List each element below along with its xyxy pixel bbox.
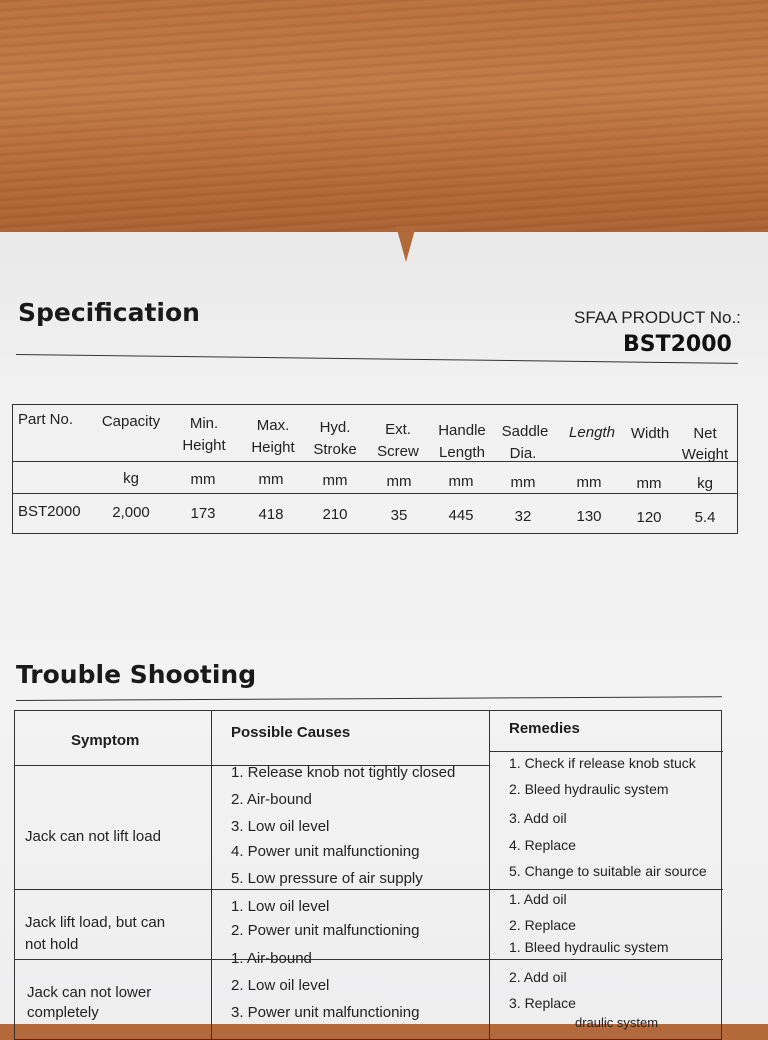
ts-row1-cause-1: 1. Release knob not tightly closed xyxy=(231,764,456,781)
ts-row-divider-2 xyxy=(15,959,723,960)
ts-row1-cause-2: 2. Air-bound xyxy=(231,791,312,808)
paper-tear xyxy=(396,226,416,262)
ts-row3-remedy-2: 2. Add oil xyxy=(509,969,567,985)
spec-col-handle-bottom: Length xyxy=(439,444,485,461)
spec-col-max-top: Max. xyxy=(256,417,290,434)
ts-row1-remedy-3: 3. Add oil xyxy=(509,810,567,826)
spec-unit-max: mm xyxy=(258,471,284,488)
spec-col-ext-bottom: Screw xyxy=(377,443,419,460)
ts-row2-remedy-1: 1. Add oil xyxy=(509,891,567,907)
spec-unit-length: mm xyxy=(576,474,602,491)
spec-col-saddle-bottom: Dia. xyxy=(509,445,537,462)
ts-row1-cause-3: 3. Low oil level xyxy=(231,818,330,835)
ts-header-causes: Possible Causes xyxy=(231,724,351,741)
ts-row3-remedy-3: 3. Replace xyxy=(509,995,576,1011)
ts-row2-cause-1: 1. Low oil level xyxy=(231,898,330,915)
spec-col-capacity: Capacity xyxy=(101,413,161,430)
product-number-value: BST2000 xyxy=(623,332,732,357)
specification-table xyxy=(12,404,738,534)
ts-row3-cause-1: 1. Air-bound xyxy=(231,950,312,967)
spec-val-stroke: 210 xyxy=(322,506,348,523)
spec-unit-width: mm xyxy=(636,475,662,492)
spec-col-width: Width xyxy=(630,425,670,442)
spec-val-part-no: BST2000 xyxy=(18,503,81,520)
ts-row3-remedy-4-partial: draulic system xyxy=(575,1015,659,1030)
ts-header-symptom: Symptom xyxy=(71,732,140,749)
spec-col-saddle-top: Saddle xyxy=(501,423,549,440)
ts-row1-remedy-2: 2. Bleed hydraulic system xyxy=(509,781,669,797)
ts-row2-symptom-line-1: Jack lift load, but can xyxy=(25,914,166,931)
ts-col-divider-2 xyxy=(489,711,490,1039)
ts-header-divider-right xyxy=(489,751,723,752)
trouble-shooting-table xyxy=(14,710,722,1040)
spec-col-min-top: Min. xyxy=(189,415,219,432)
spec-unit-screw: mm xyxy=(386,473,412,490)
ts-header-remedies: Remedies xyxy=(509,720,580,737)
spec-val-saddle: 32 xyxy=(514,508,532,525)
spec-val-min-height: 173 xyxy=(190,505,216,522)
spec-val-width: 120 xyxy=(636,509,662,526)
ts-row3-cause-2: 2. Low oil level xyxy=(231,977,330,994)
spec-unit-handle: mm xyxy=(448,473,474,490)
ts-col-divider-1 xyxy=(211,711,212,1039)
specification-title: Specification xyxy=(18,298,200,327)
spec-val-length: 130 xyxy=(576,508,602,525)
ts-row1-remedy-4: 4. Replace xyxy=(509,837,576,853)
product-number-label: SFAA PRODUCT No.: xyxy=(574,308,741,327)
ts-row1-cause-4: 4. Power unit malfunctioning xyxy=(231,843,420,860)
ts-row1-symptom: Jack can not lift load xyxy=(25,828,161,845)
spec-unit-stroke: mm xyxy=(322,472,348,489)
spec-val-weight: 5.4 xyxy=(694,509,716,526)
spec-val-screw: 35 xyxy=(390,507,408,524)
spec-col-net-top: Net xyxy=(693,425,717,442)
spec-unit-weight: kg xyxy=(697,475,713,492)
ts-row2-symptom-line-2: not hold xyxy=(25,936,79,953)
spec-val-capacity: 2,000 xyxy=(112,504,150,521)
ts-row2-cause-2: 2. Power unit malfunctioning xyxy=(231,922,420,939)
spec-col-handle-top: Handle xyxy=(438,422,486,439)
spec-col-net-bottom: Weight xyxy=(681,446,729,463)
spec-unit-capacity: kg xyxy=(123,470,139,487)
spec-col-max-bottom: Height xyxy=(251,439,295,456)
spec-unit-min: mm xyxy=(190,471,216,488)
ts-row3-cause-3: 3. Power unit malfunctioning xyxy=(231,1004,420,1021)
ts-row3-symptom-line-1: Jack can not lower xyxy=(27,984,152,1001)
ts-row2-remedy-2: 2. Replace xyxy=(509,917,576,933)
ts-row3-remedy-1: 1. Bleed hydraulic system xyxy=(509,939,669,955)
wood-table-background xyxy=(0,0,768,250)
spec-val-handle: 445 xyxy=(448,507,474,524)
spec-col-hyd-bottom: Stroke xyxy=(313,441,357,458)
ts-row1-cause-5: 5. Low pressure of air supply xyxy=(231,870,423,887)
spec-val-max-height: 418 xyxy=(258,506,284,523)
spec-col-hyd-top: Hyd. xyxy=(319,419,351,436)
spec-col-length: Length xyxy=(569,424,615,441)
ts-row-divider-1 xyxy=(15,889,723,890)
spec-col-min-bottom: Height xyxy=(182,437,226,454)
spec-col-part-no: Part No. xyxy=(18,411,74,428)
spec-unit-saddle: mm xyxy=(510,474,536,491)
spec-col-ext-top: Ext. xyxy=(385,421,411,438)
ts-row1-remedy-5: 5. Change to suitable air source xyxy=(509,863,707,879)
trouble-shooting-title: Trouble Shooting xyxy=(16,660,257,689)
ts-row3-symptom-line-2: completely xyxy=(27,1004,99,1021)
ts-row1-remedy-1: 1. Check if release knob stuck xyxy=(509,755,696,771)
